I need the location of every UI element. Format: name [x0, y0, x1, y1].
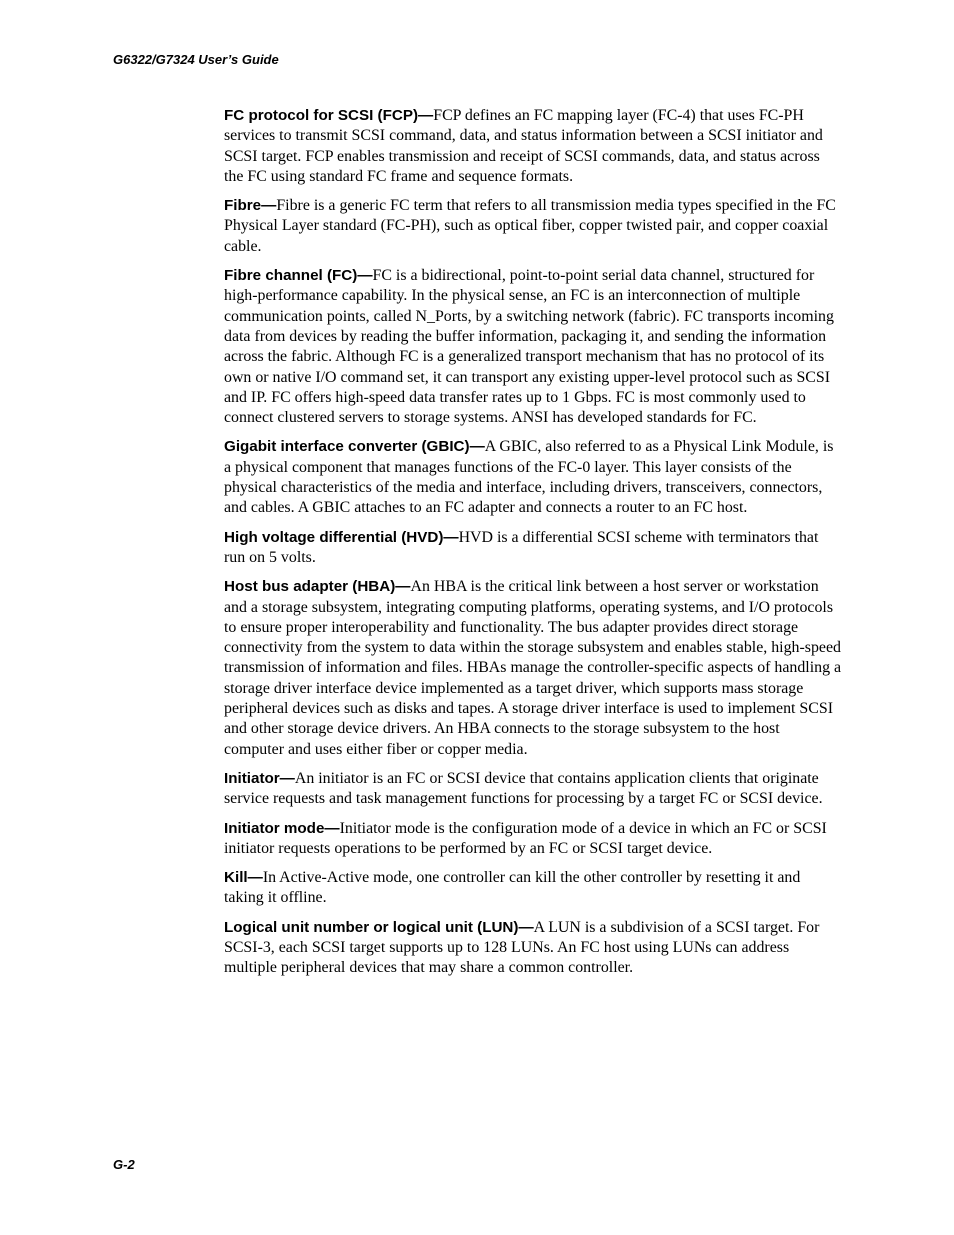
glossary-term: Logical unit number or logical unit (LUN)—: [224, 918, 534, 936]
running-header: G6322/G7324 User’s Guide: [113, 52, 279, 67]
glossary-entry-kill: [224, 868, 842, 909]
glossary-definition: A GBIC, also referred to as a Physical Link Module, is a physical component that manages functions of the FC-0 layer. This layer consists of the physical characteristics of the media and interface, including drivers, transceivers, connectors, and cables. A GBIC attaches to an FC adapter and connects a router to an FC host.: [224, 438, 834, 517]
glossary-definition: Initiator mode is the configuration mode of a device in which an FC or SCSI initiator requests operations to be performed by an FC or SCSI target device.: [224, 819, 827, 857]
glossary-entry-fc: [224, 266, 842, 428]
glossary-term: Host bus adapter (HBA)—: [224, 578, 411, 596]
glossary-entry-fibre: [224, 196, 842, 257]
glossary-term: Gigabit interface converter (GBIC)—: [224, 438, 485, 456]
glossary-definition: In Active-Active mode, one controller can kill the other controller by resetting it and taking it offline.: [224, 869, 801, 907]
glossary-definition: FC is a bidirectional, point-to-point serial data channel, structured for high-performance capability. In the physical sense, an FC is an interconnection of multiple communication points, called N_Ports, by a switching network (fabric). FC transports incoming data from devices by reading the buffer information, packaging it, and sending the information across the fabric. Although FC is a generalized transport mechanism that has no protocol of its own or native I/O command set, it can transport any existing upper-level protocol such as SCSI and IP. FC offers high-speed data transfer rates up to 1 Gbps. FC is most commonly used to connect clustered servers to storage systems. ANSI has developed standards for FC.: [224, 267, 834, 427]
glossary-entry-lun: [224, 918, 842, 979]
glossary-term: Kill—: [224, 869, 263, 887]
glossary-definition: Fibre is a generic FC term that refers to all transmission media types specified in the FC Physical Layer standard (FC-PH), such as optical fiber, copper twisted pair, and copper coaxial cable.: [224, 197, 836, 255]
glossary-entry-fcp: [224, 106, 842, 187]
glossary-definition: FCP defines an FC mapping layer (FC-4) that uses FC-PH services to transmit SCSI command, data, and status information between a SCSI initiator and SCSI target. FCP enables transmission and receipt of SCSI commands, data, and status across the FC using standard FC frame and sequence formats.: [224, 107, 823, 185]
page-number: G-2: [113, 1157, 135, 1172]
glossary-term: Fibre—: [224, 197, 277, 215]
glossary-entry-hvd: [224, 528, 842, 569]
glossary-term: Initiator mode—: [224, 819, 340, 837]
glossary-entries: [224, 106, 842, 988]
glossary-entry-initiator-mode: [224, 819, 842, 860]
glossary-entry-initiator: [224, 769, 842, 810]
glossary-definition: HVD is a differential SCSI scheme with terminators that run on 5 volts.: [224, 528, 819, 566]
glossary-definition: An initiator is an FC or SCSI device that contains application clients that originate service requests and task management functions for processing by a target FC or SCSI device.: [224, 769, 823, 808]
glossary-entry-hba: [224, 577, 842, 760]
glossary-term: High voltage differential (HVD)—: [224, 528, 459, 546]
glossary-entry-gbic: [224, 437, 842, 518]
glossary-definition: A LUN is a subdivision of a SCSI target. For SCSI-3, each SCSI target supports up to 128 LUNs. An FC host using LUNs can address multiple peripheral devices that may share a common controller.: [224, 918, 820, 977]
glossary-term: Initiator—: [224, 769, 295, 787]
glossary-term: Fibre channel (FC)—: [224, 267, 373, 285]
glossary-definition: An HBA is the critical link between a host server or workstation and a storage subsystem, integrating computing platforms, operating systems, and I/O protocols to ensure proper interoperability and functionality. The bus adapter provides direct storage connectivity from the system to data within the storage subsystem and enables stable, high-speed transmission of information and files. HBAs manage the controller-specific aspects of handling a storage driver interface device implemented as a target driver, which supports mass storage peripheral devices such as disks and tapes. A storage driver interface is used to implement SCSI and other storage device drivers. An HBA connects to the storage subsystem to the host computer and uses either fiber or copper media.: [224, 578, 842, 758]
glossary-term: FC protocol for SCSI (FCP)—: [224, 107, 434, 124]
